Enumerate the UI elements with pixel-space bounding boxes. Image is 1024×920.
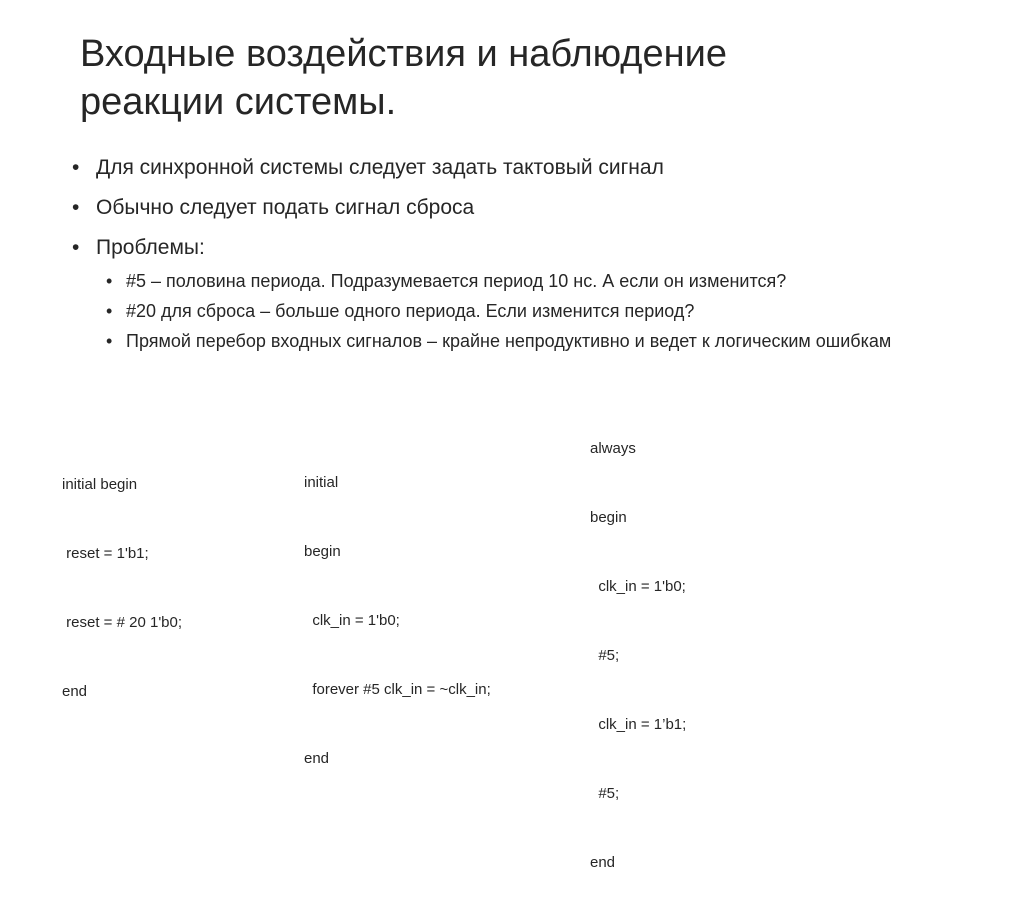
bullet-dot-icon: • (72, 156, 80, 179)
sub-bullet-text: #5 – половина периода. Подразумевается период 10 нс. А если он изменится? (126, 271, 787, 291)
bullet-text: Проблемы: (96, 236, 205, 259)
sub-bullet-text: #20 для сброса – больше одного периода. Если изменится период? (126, 301, 695, 321)
sub-bullet-list (106, 270, 970, 352)
code-line: initial begin (62, 476, 138, 493)
code-line: reset = # 20 1'b0; (62, 614, 183, 631)
bullet-item (70, 154, 970, 182)
sub-bullet-dot-icon: • (106, 301, 113, 321)
code-line: reset = 1'b1; (62, 545, 149, 562)
code-line: begin (304, 543, 341, 560)
bullet-text: Обычно следует подать сигнал сброса (96, 196, 475, 219)
bullet-dot-icon: • (72, 196, 80, 219)
sub-bullet-text: Прямой перебор входных сигналов – крайне непродуктивно и ведет к логическим ошибкам (126, 331, 892, 351)
code-line: end (62, 683, 88, 700)
code-line: end (304, 750, 330, 767)
code-block-reset (62, 427, 182, 749)
sub-bullet-item (106, 300, 926, 322)
bullet-item (70, 234, 970, 262)
code-line: clk_in = 1’b1; (590, 716, 687, 733)
code-line: end (590, 854, 616, 871)
code-block-clk-forever (304, 425, 491, 816)
code-line: #5; (590, 647, 620, 664)
slide-title-line-2: реакции системы. (80, 81, 397, 123)
bullet-list (70, 154, 970, 360)
slide-title (80, 30, 960, 126)
code-line: begin (590, 509, 627, 526)
code-line: #5; (590, 785, 620, 802)
code-line: forever #5 clk_in = ~clk_in; (304, 681, 491, 698)
code-block-clk-always (590, 391, 686, 920)
code-line: always (590, 440, 636, 457)
bullet-dot-icon: • (72, 236, 80, 259)
bullet-item (70, 194, 970, 222)
bullet-text: Для синхронной системы следует задать тактовый сигнал (96, 156, 664, 179)
code-line: clk_in = 1'b0; (304, 612, 400, 629)
code-line: initial (304, 474, 339, 491)
sub-bullet-item (106, 270, 926, 292)
sub-bullet-dot-icon: • (106, 331, 113, 351)
sub-bullet-item (106, 330, 926, 352)
slide-title-line-1: Входные воздействия и наблюдение (80, 33, 727, 75)
code-line: clk_in = 1'b0; (590, 578, 686, 595)
sub-bullet-dot-icon: • (106, 271, 113, 291)
